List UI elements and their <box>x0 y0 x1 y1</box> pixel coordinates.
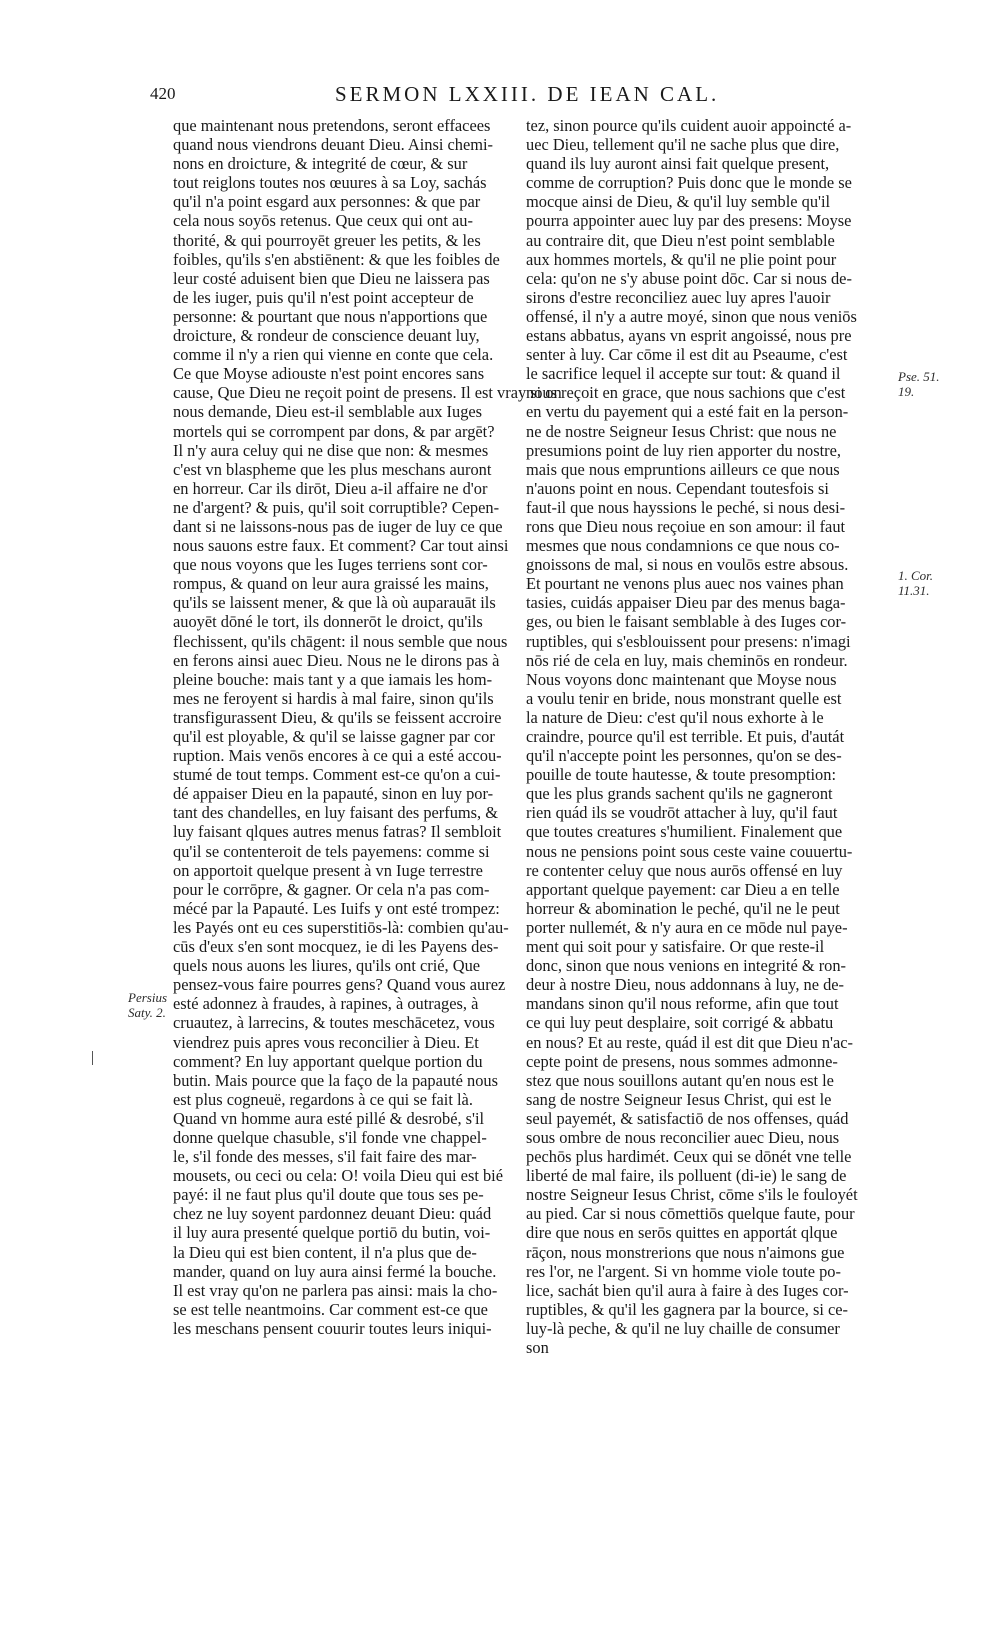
text-line: pensez-vous faire pourres gens? Quand vous aurez <box>173 975 506 995</box>
text-line: mais que nous empruntions ailleurs ce que nous <box>526 459 840 479</box>
text-line: cela nous soyōs retenus. Que ceux qui ont au- <box>173 211 473 231</box>
text-line: senter à luy. Car cōme il est dit au Pseaume, c'est <box>526 345 848 365</box>
text-line: butin. Mais pource que la faço de la papauté nous <box>173 1070 498 1090</box>
text-line: Il n'y aura celuy qui ne dise que non: & mesmes <box>173 440 489 460</box>
text-line: le sacrifice lequel il accepte sur tout: & quand il <box>526 364 841 384</box>
text-line: c'est vn blaspheme que les plus meschans auront <box>173 459 492 479</box>
text-line: comme de corruption? Puis donc que le monde se <box>526 173 852 193</box>
text-line: pleine bouche: mais tant y a que iamais les hom- <box>173 669 493 689</box>
text-line: offensé, il n'y a autre moyé, sinon que nous veniōs <box>526 306 857 326</box>
running-title: SERMON LXXIII. DE IEAN CAL. <box>335 82 720 106</box>
margin-note-line: Persius <box>128 990 167 1005</box>
text-line: ruptibles, qui s'esblouissent pour presens: n'imagi <box>526 631 851 651</box>
text-line: dire que nous en serōs quittes en apportát qlque <box>526 1223 838 1243</box>
text-line: viendrez puis apres vous reconcilier à Dieu. Et <box>173 1032 479 1052</box>
text-line: auoyēt dōné le tort, ils donnerōt le droict, qu'ils <box>173 612 483 632</box>
text-line: tez, sinon pource qu'ils cuident auoir appoincté a- <box>526 116 852 135</box>
text-line: pechōs plus hardimét. Ceux qui se dōnét vne telle <box>526 1147 852 1167</box>
page-number: 420 <box>150 84 176 103</box>
text-line: rien quád ils se voudrōt attacher à luy, qu'il faut <box>526 803 838 823</box>
margin-note-line: Pse. 51. <box>898 369 940 384</box>
text-line: les meschans pensent couurir toutes leurs iniqui- <box>173 1318 492 1338</box>
text-line: en horreur. Car ils dirōt, Dieu a-il affaire ne d'or <box>173 478 488 498</box>
text-line: n'auons point en nous. Cependant toutesfois si <box>526 478 829 498</box>
text-line: ce qui luy peut desplaire, soit corrigé & abbatu <box>526 1013 834 1033</box>
text-line: porter nullemét, & n'y aura en ce mōde nul paye- <box>526 917 848 937</box>
margin-note-line: 11.31. <box>898 583 930 598</box>
text-line: ruption. Mais venōs encores à ce qui a esté accou- <box>173 746 502 766</box>
text-line: que nous voyons que les Iuges terriens sont cor- <box>173 555 488 575</box>
text-line: thorité, & qui pourroyēt greuer les petits, & les <box>173 230 481 250</box>
text-line: nous demande, Dieu est-il semblable aux Iuges <box>173 402 483 422</box>
margin-note-persius <box>128 990 167 1020</box>
text-line: mocque ainsi de Dieu, & qu'il luy semble qu'il <box>526 192 831 212</box>
text-line: de les iuger, puis qu'il n'est point accepteur de <box>173 287 474 307</box>
text-line: dé appaiser Dieu en la papauté, sinon en luy por- <box>173 784 494 804</box>
margin-stray-mark <box>92 1051 93 1065</box>
text-line: droicture, & rondeur de conscience deuant luy, <box>173 326 480 346</box>
page-header <box>150 84 890 114</box>
text-line: cause, Que Dieu ne reçoit point de presens. Il est vray si on <box>173 383 562 403</box>
text-line: ne de nostre Seigneur Iesus Christ: que nous ne <box>526 421 837 441</box>
text-line: son <box>526 1338 549 1357</box>
text-line: Il est vray qu'on ne parlera pas ainsi: mais la cho- <box>173 1280 498 1300</box>
text-line: la nature de Dieu: c'est qu'il nous exhorte à le <box>526 707 824 727</box>
text-line: personne: & pourtant que nous n'apportions que <box>173 306 488 326</box>
text-line: donc, sinon que nous venions en integrité & ron- <box>526 956 847 976</box>
text-line: le, s'il fonde des messes, s'il fait faire des mar- <box>173 1147 477 1167</box>
text-line: uec Dieu, tellement qu'il ne sache plus que dire, <box>526 135 840 155</box>
text-line: seul payemét, & satisfactiō de nos offenses, quád <box>526 1108 849 1128</box>
text-line: nons en droicture, & integrité de cœur, & sur <box>173 154 468 174</box>
text-line: cepte point de presens, nous sommes admonne- <box>526 1051 838 1071</box>
text-line: donne quelque chasuble, s'il fonde vne chappel- <box>173 1127 487 1147</box>
text-line: rompus, & quand on leur aura graissé les mains, <box>173 574 489 594</box>
text-line: lice, sachát bien qu'il aura à faire à des Iuges cor- <box>526 1280 849 1300</box>
text-line: rāçon, nous monstrerions que nous n'aimons gue <box>526 1242 845 1262</box>
text-line: en vertu du payement qui a esté fait en la person- <box>526 402 849 422</box>
text-line: cūs d'eux s'en sont mocquez, ie di les Payens des- <box>173 937 499 957</box>
text-line: on apportoit quelque present à vn Iuge terrestre <box>173 860 483 880</box>
text-line: esté adonnez à fraudes, à rapines, à outrages, à <box>173 994 479 1014</box>
text-line: tant des chandelles, en luy faisant des perfums, & <box>173 803 498 823</box>
text-line: que toutes creatures s'humilient. Finalement que <box>526 822 843 842</box>
text-line: qu'il se contenteroit de tels payemens: comme si <box>173 841 490 861</box>
text-line: Ce que Moyse adiouste n'est point encores sans <box>173 364 485 384</box>
text-line: qu'ils se laissent mener, & que là où auparauāt ils <box>173 593 496 613</box>
text-line: transfigurassent Dieu, & qu'ils se feissent accroire <box>173 707 502 727</box>
text-line: pouille de toute hautesse, & toute presomption: <box>526 765 836 785</box>
text-line: nous ne pensions point sous ceste vaine couuertu- <box>526 841 853 861</box>
text-line: stumé de tout temps. Comment est-ce qu'on a cui- <box>173 765 501 785</box>
text-line: pour le corrōpre, & gagner. Or cela n'a pas com- <box>173 879 490 899</box>
right-text-column <box>526 116 892 1357</box>
text-line: faut-il que nous hayssions le peché, si nous desi- <box>526 497 846 517</box>
text-line: que les plus grands sachent qu'ils ne gagneront <box>526 784 833 804</box>
text-line: cela: qu'on ne s'y abuse point dōc. Car si nous de- <box>526 268 852 288</box>
text-line: sang de nostre Seigneur Iesus Christ, qui est le <box>526 1089 832 1109</box>
text-line: liberté de mal faire, ils polluent (di-ie) le sang de <box>526 1166 847 1186</box>
text-line: horreur & abomination le peché, qu'il ne le peut <box>526 898 840 918</box>
text-line: ges, ou bien le faisant semblable à des Iuges cor- <box>526 612 847 632</box>
text-line: Et pourtant ne venons plus auec nos vaines phan <box>526 574 844 594</box>
text-line: comme il n'y a rien qui vienne en conte que cela. <box>173 345 494 365</box>
text-line: apportant quelque payement: car Dieu a en telle <box>526 879 840 899</box>
text-line: que maintenant nous pretendons, seront effacees <box>173 116 491 135</box>
text-line: quels nous auons les liures, qu'ils ont crié, Que <box>173 956 481 976</box>
text-line: mesmes que nous condamnions ce que nous co- <box>526 536 840 556</box>
text-line: en ferons ainsi auec Dieu. Nous ne le dirons pas à <box>173 650 500 670</box>
text-line: cruautez, à larrecins, & toutes meschācetez, vous <box>173 1013 495 1033</box>
margin-note-psalm <box>898 369 940 399</box>
text-line: mandans sinon qu'il nous reforme, afin que tout <box>526 994 839 1014</box>
margin-note-line: 19. <box>898 384 915 399</box>
text-line: est plus cogneuë, regardons à ce qui se fait là. <box>173 1089 473 1109</box>
text-line: mécé par la Papauté. Les Iuifs y ont esté trompez: <box>173 898 500 918</box>
text-line: deur à nostre Dieu, nous addonnans à luy, ne de- <box>526 975 845 995</box>
margin-note-corinthians <box>898 568 933 598</box>
text-line: dant si ne laissons-nous pas de iuger de luy ce que <box>173 516 503 536</box>
text-line: Quand vn homme aura esté pillé & desrobé, s'il <box>173 1108 485 1128</box>
text-line: stez que nous souillons autant qu'en nous est le <box>526 1070 834 1090</box>
text-line: mousets, ou ceci ou cela: O! voila Dieu qui est bié <box>173 1166 503 1186</box>
text-line: rons que Dieu nous reçoiue en son amour: il faut <box>526 516 846 536</box>
text-line: qu'il est ployable, & qu'il se laisse gagner par cor <box>173 727 495 746</box>
text-line: payé: il ne faut plus qu'il doute que tous ses pe- <box>173 1185 484 1205</box>
text-line: nostre Seigneur Iesus Christ, cōme s'ils le fouloyét <box>526 1185 858 1205</box>
text-line: se est telle neantmoins. Car comment est-ce que <box>173 1299 488 1319</box>
text-line: gnoissons de mal, si nous en voulōs estre absous. <box>526 555 849 575</box>
text-line: il luy aura presenté quelque portiō du butin, voi- <box>173 1223 491 1243</box>
text-line: a voulu tenir en bride, nous monstrant quelle est <box>526 688 842 708</box>
text-line: luy-là peche, & qu'il ne luy chaille de consumer <box>526 1318 840 1338</box>
text-line: mander, quand on luy aura ainsi fermé la bouche. <box>173 1261 497 1281</box>
text-line: res l'or, ne l'argent. Si vn homme viole toute po- <box>526 1261 841 1281</box>
text-line: leur costé aduisent bien que Dieu ne laissera pas <box>173 268 490 288</box>
text-line: quand nous viendrons deuant Dieu. Ainsi chemi- <box>173 135 494 155</box>
text-line: re contenter celuy que nous aurōs offensé en luy <box>526 860 843 880</box>
text-line: estans abbatus, ayans vn esprit angoissé, nous pre <box>526 326 852 346</box>
text-line: ruptibles, & qu'il les gagnera par la bource, si ce- <box>526 1299 849 1319</box>
margin-note-line: Saty. 2. <box>128 1005 166 1020</box>
text-line: pourra appointer auec luy par des presens: Moyse <box>526 211 852 231</box>
text-line: chez ne luy soyent pardonnez deuant Dieu: quád <box>173 1204 492 1224</box>
text-line: nous reçoit en grace, que nous sachions que c'est <box>526 383 846 403</box>
text-line: la Dieu qui est bien content, il n'a plus que de- <box>173 1242 477 1262</box>
text-line: presumions point de luy rien apporter du nostre, <box>526 440 841 460</box>
margin-note-line: 1. Cor. <box>898 568 934 583</box>
text-line: sirons d'estre reconciliez auec luy apres l'auoir <box>526 287 831 307</box>
text-line: qu'il n'accepte point les personnes, qu'on se des- <box>526 746 842 766</box>
text-line: mortels qui se corrompent par dons, & par argēt? <box>173 421 495 441</box>
text-line: les Payés ont eu ces superstitiōs-là: combien qu'au- <box>173 917 509 937</box>
text-line: foibles, qu'ils s'en abstiēnent: & que les foibles de <box>173 249 500 269</box>
text-line: craindre, pource qu'il est terrible. Et puis, d'autát <box>526 727 845 746</box>
left-text-column <box>173 116 562 1338</box>
text-line: ment qui soit pour y satisfaire. Or que reste-il <box>526 937 825 957</box>
text-line: luy faisant qlques autres menus fatras? Il sembloit <box>173 822 502 842</box>
text-line: en nous? Et au reste, quád il est dit que Dieu n'ac- <box>526 1032 854 1052</box>
text-line: au pied. Car si nous cōmettiōs quelque faute, pour <box>526 1204 855 1224</box>
text-line: nōs rié de cela en luy, mais cheminōs en rondeur. <box>526 650 848 670</box>
text-line: Nous voyons donc maintenant que Moyse nous <box>526 669 837 689</box>
text-line: aux hommes mortels, & qu'il ne plie point pour <box>526 249 837 269</box>
text-line: au contraire dit, que Dieu n'est point semblable <box>526 230 835 250</box>
text-line: tasies, cuidás appaiser Dieu par des menus baga- <box>526 593 846 613</box>
text-line: ne d'argent? & puis, qu'il soit corruptible? Cepen- <box>173 497 500 517</box>
text-line: comment? En luy apportant quelque portion du <box>173 1051 483 1071</box>
text-line: flechissent, qu'ils chāgent: il nous semble que nous <box>173 631 508 651</box>
text-line: tout reiglons toutes nos œuures à sa Loy, sachás <box>173 173 487 193</box>
text-line: qu'il n'a point esgard aux personnes: & que par <box>173 192 481 212</box>
text-line: nous sauons estre faux. Et comment? Car tout ainsi <box>173 536 509 556</box>
text-line: quand ils luy auront ainsi fait quelque present, <box>526 154 830 174</box>
text-line: mes ne feroyent si hardis à mal faire, sinon qu'ils <box>173 688 494 708</box>
text-line: sous ombre de nous reconcilier auec Dieu, nous <box>526 1127 840 1147</box>
